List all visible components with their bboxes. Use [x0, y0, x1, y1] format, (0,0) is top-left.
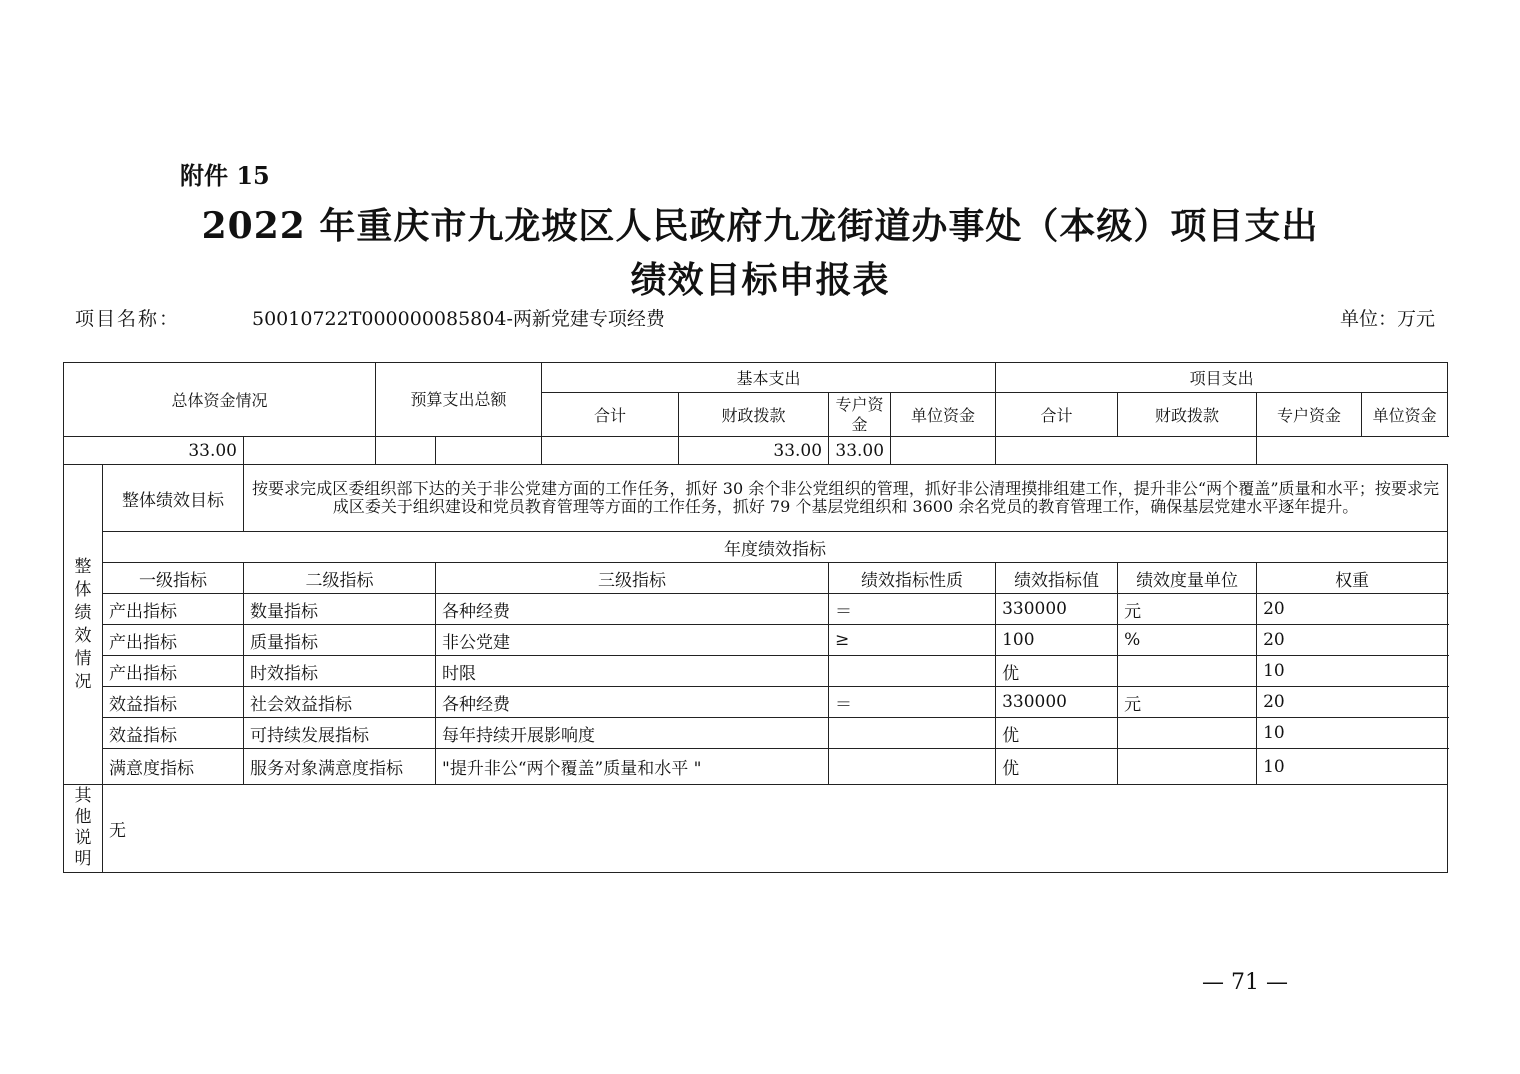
level1-cell: 产出指标: [103, 656, 244, 687]
level2-cell: 数量指标: [244, 594, 436, 625]
basic-special-value: [436, 437, 542, 465]
project-total-header: 合计: [996, 393, 1118, 437]
project-fiscal-value: 33.00: [829, 437, 891, 465]
weight-cell: 10: [1257, 718, 1448, 749]
unit-cell: [1118, 656, 1257, 687]
header-nature: 绩效指标性质: [829, 563, 996, 594]
level2-cell: 社会效益指标: [244, 687, 436, 718]
budget-total-header: 预算支出总额: [376, 363, 542, 437]
basic-special-header: 专户资金: [829, 393, 891, 437]
level3-cell: 非公党建: [436, 625, 829, 656]
weight-cell: 10: [1257, 749, 1448, 785]
basic-fiscal-value: [376, 437, 436, 465]
value-cell: 优: [996, 749, 1118, 785]
project-special-header: 专户资金: [1257, 393, 1362, 437]
level1-cell: 效益指标: [103, 687, 244, 718]
unit-label: 单位：万元: [1339, 308, 1435, 330]
value-cell: 330000: [996, 687, 1118, 718]
overall-goal-text: 按要求完成区委组织部下达的关于非公党建方面的工作任务，抓好 30 余个非公党组织的管理，抓好非公清理摸排组建工作，提升非公“两个覆盖”质量和水平；按要求完成区委关于组织建设和党员教育管理等方面的工作任务，抓好 79 个基层党组织和 3600 余名党员的教育管理工作，确保基层党建水平逐年提升。: [244, 465, 1448, 532]
level3-cell: "提升非公“两个覆盖”质量和水平 ": [436, 749, 829, 785]
budget-total-value: 33.00: [64, 437, 244, 465]
level1-cell: 产出指标: [103, 594, 244, 625]
unit-cell: [1118, 718, 1257, 749]
table-row: [64, 594, 1448, 625]
level1-cell: 效益指标: [103, 718, 244, 749]
nature-cell: ≥: [829, 625, 996, 656]
project-fiscal-header: 财政拨款: [1118, 393, 1257, 437]
level3-cell: 时限: [436, 656, 829, 687]
level1-cell: 产出指标: [103, 625, 244, 656]
basic-unit-value: [542, 437, 679, 465]
table-row: [64, 625, 1448, 656]
table-row: [64, 656, 1448, 687]
header-unit: 绩效度量单位: [1118, 563, 1257, 594]
nature-cell: ＝: [829, 594, 996, 625]
project-name-label: 项目名称：: [75, 308, 181, 330]
project-name-value: 50010722T000000085804-两新党建专项经费: [252, 308, 665, 330]
nature-cell: [829, 749, 996, 785]
level2-cell: 可持续发展指标: [244, 718, 436, 749]
level3-cell: 各种经费: [436, 594, 829, 625]
basic-total-header: 合计: [542, 393, 679, 437]
annual-indicators-label: 年度绩效指标: [103, 532, 1448, 563]
performance-target-table: [63, 362, 1448, 873]
header-level3: 三级指标: [436, 563, 829, 594]
table-row: [64, 718, 1448, 749]
header-level2: 二级指标: [244, 563, 436, 594]
attachment-label: 附件 15: [180, 161, 270, 190]
level3-cell: 每年持续开展影响度: [436, 718, 829, 749]
basic-expense-header: 基本支出: [542, 363, 996, 393]
title-line-2: 绩效目标申报表: [630, 259, 890, 301]
performance-section-label: 整体绩效情况: [64, 465, 103, 785]
value-cell: 330000: [996, 594, 1118, 625]
weight-cell: 20: [1257, 594, 1448, 625]
level2-cell: 时效指标: [244, 656, 436, 687]
level2-cell: 服务对象满意度指标: [244, 749, 436, 785]
level3-cell: 各种经费: [436, 687, 829, 718]
weight-cell: 10: [1257, 656, 1448, 687]
other-notes-label: 其他说明: [64, 785, 103, 873]
funds-section-label: 总体资金情况: [64, 363, 376, 437]
basic-unit-header: 单位资金: [891, 393, 996, 437]
project-special-value: [891, 437, 996, 465]
value-cell: 优: [996, 718, 1118, 749]
nature-cell: ＝: [829, 687, 996, 718]
level2-cell: 质量指标: [244, 625, 436, 656]
project-expense-header: 项目支出: [996, 363, 1448, 393]
unit-cell: %: [1118, 625, 1257, 656]
level1-cell: 满意度指标: [103, 749, 244, 785]
basic-total-value: [244, 437, 376, 465]
weight-cell: 20: [1257, 625, 1448, 656]
header-weight: 权重: [1257, 563, 1448, 594]
nature-cell: [829, 718, 996, 749]
other-notes-text: 无: [103, 785, 1448, 873]
nature-cell: [829, 656, 996, 687]
table-row: [64, 687, 1448, 718]
basic-fiscal-header: 财政拨款: [679, 393, 829, 437]
unit-cell: 元: [1118, 594, 1257, 625]
header-value: 绩效指标值: [996, 563, 1118, 594]
unit-cell: 元: [1118, 687, 1257, 718]
project-unit-header: 单位资金: [1362, 393, 1448, 437]
header-level1: 一级指标: [103, 563, 244, 594]
unit-cell: [1118, 749, 1257, 785]
value-cell: 优: [996, 656, 1118, 687]
weight-cell: 20: [1257, 687, 1448, 718]
page-number: — 71 —: [1202, 970, 1288, 995]
project-total-value: 33.00: [679, 437, 829, 465]
project-unit-value: [996, 437, 1257, 465]
title-line-1: 2022 年重庆市九龙坡区人民政府九龙街道办事处（本级）项目支出: [201, 205, 1319, 247]
overall-goal-label: 整体绩效目标: [103, 465, 244, 532]
value-cell: 100: [996, 625, 1118, 656]
table-row: [64, 749, 1448, 785]
